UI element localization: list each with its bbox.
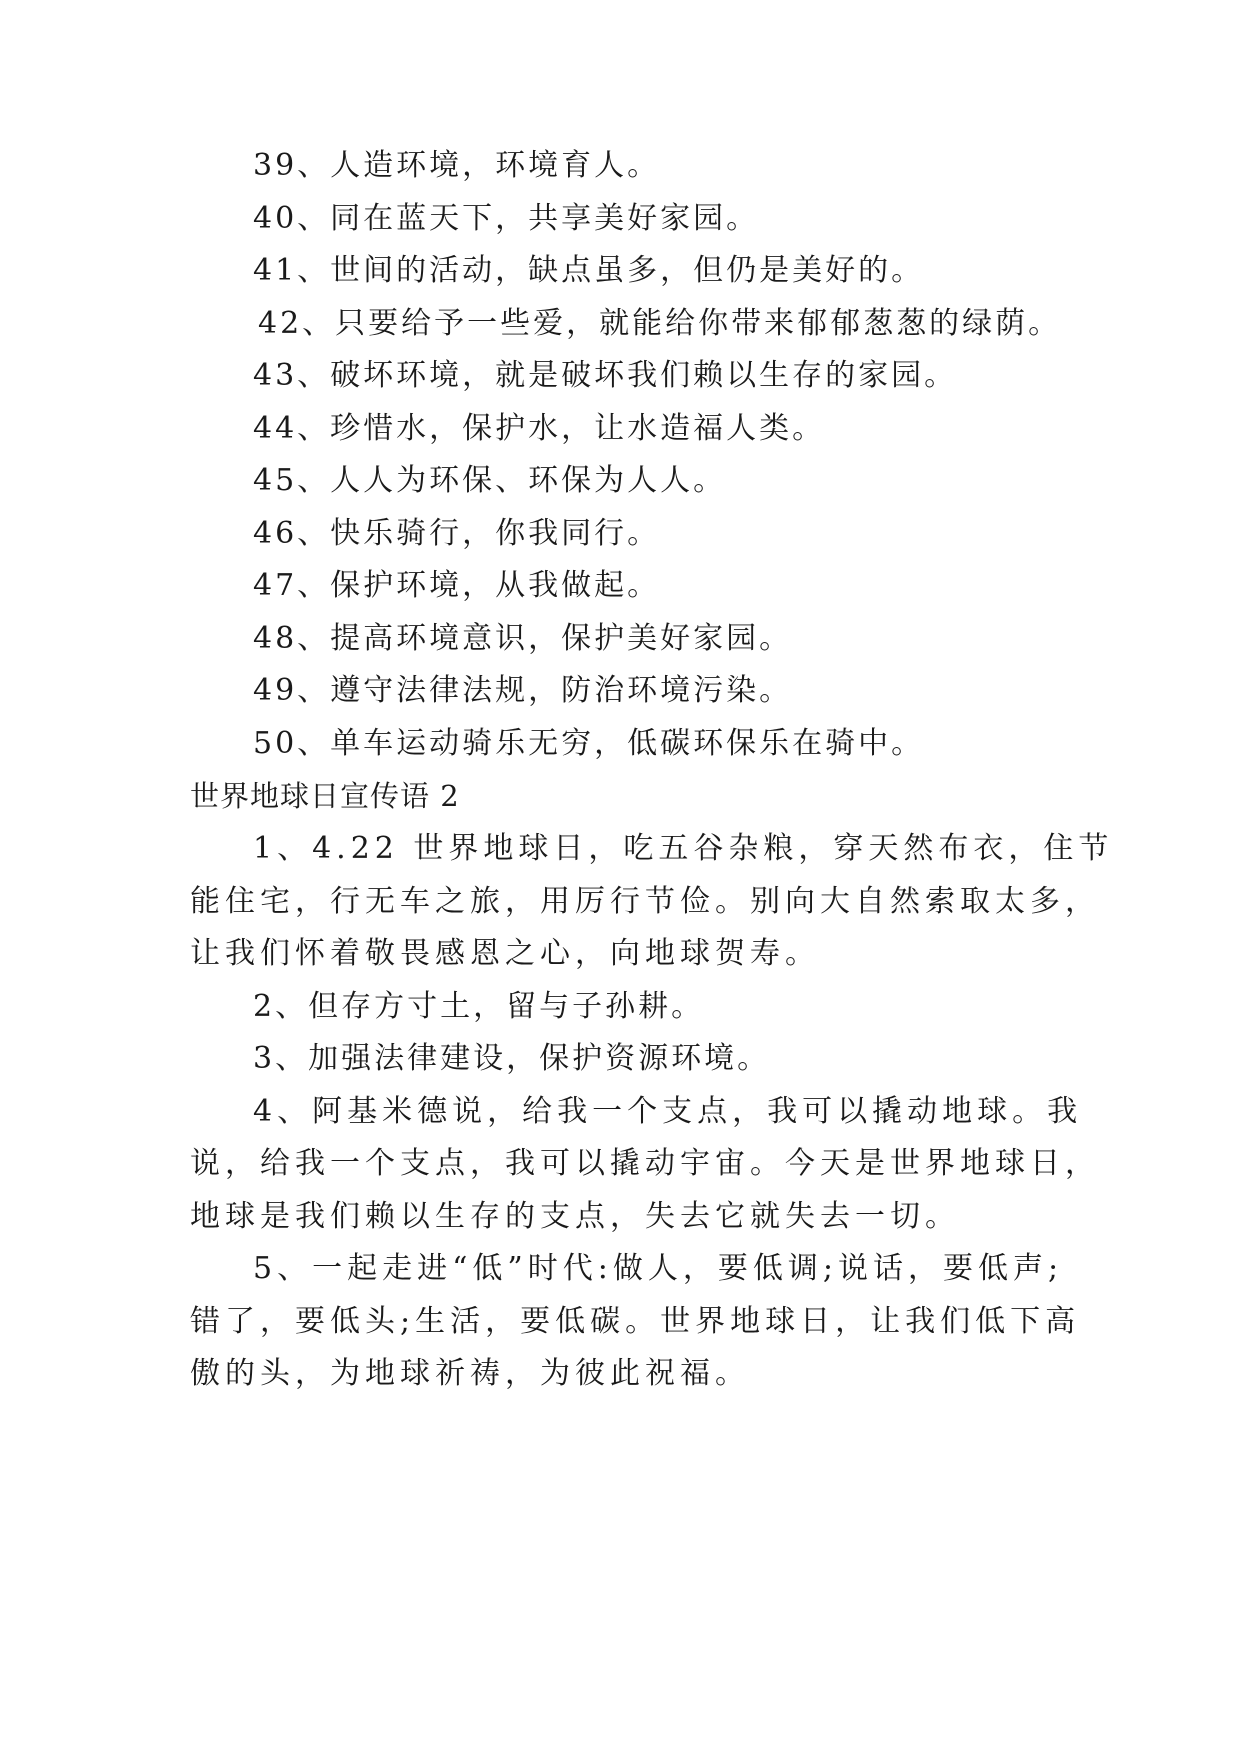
slogan-44: 44、珍惜水，保护水，让水造福人类。	[253, 411, 826, 446]
slogan-41: 41、世间的活动，缺点虽多，但仍是美好的。	[253, 253, 925, 288]
slogan-46: 46、快乐骑行，你我同行。	[253, 516, 661, 551]
paragraph-1-line-1: 1、4.22 世界地球日，吃五谷杂粮，穿天然布衣，住节	[253, 831, 1114, 866]
paragraph-4-line-1: 4、阿基米德说，给我一个支点，我可以撬动地球。我	[253, 1094, 1083, 1129]
slogan-48: 48、提高环境意识，保护美好家园。	[253, 621, 793, 656]
paragraph-5-line-3: 傲的头，为地球祈祷，为彼此祝福。	[190, 1356, 750, 1391]
paragraph-2-line-1: 2、但存方寸土，留与子孙耕。	[253, 989, 705, 1024]
slogan-45: 45、人人为环保、环保为人人。	[253, 463, 727, 498]
slogan-47: 47、保护环境，从我做起。	[253, 568, 661, 603]
paragraph-4-line-3: 地球是我们赖以生存的支点，失去它就失去一切。	[190, 1199, 960, 1234]
paragraph-3-line-1: 3、加强法律建设，保护资源环境。	[253, 1041, 771, 1076]
slogan-42: 42、只要给予一些爱，就能给你带来郁郁葱葱的绿荫。	[258, 306, 1062, 341]
paragraph-4-line-2: 说，给我一个支点，我可以撬动宇宙。今天是世界地球日，	[190, 1146, 1100, 1181]
paragraph-1-line-3: 让我们怀着敬畏感恩之心，向地球贺寿。	[190, 936, 820, 971]
slogan-40: 40、同在蓝天下，共享美好家园。	[253, 201, 760, 236]
slogan-43: 43、破坏环境，就是破坏我们赖以生存的家园。	[253, 358, 958, 393]
paragraph-5-line-2: 错了，要低头;生活，要低碳。世界地球日，让我们低下高	[190, 1304, 1081, 1339]
slogan-39: 39、人造环境，环境育人。	[253, 148, 661, 183]
slogan-49: 49、遵守法律法规，防治环境污染。	[253, 673, 793, 708]
slogan-50: 50、单车运动骑乐无穷，低碳环保乐在骑中。	[253, 726, 925, 761]
paragraph-1-line-2: 能住宅，行无车之旅，用厉行节俭。别向大自然索取太多，	[190, 884, 1100, 919]
paragraph-5-line-1: 5、一起走进“低”时代:做人，要低调;说话，要低声;	[253, 1251, 1064, 1286]
section-heading: 世界地球日宣传语 2	[190, 779, 460, 813]
